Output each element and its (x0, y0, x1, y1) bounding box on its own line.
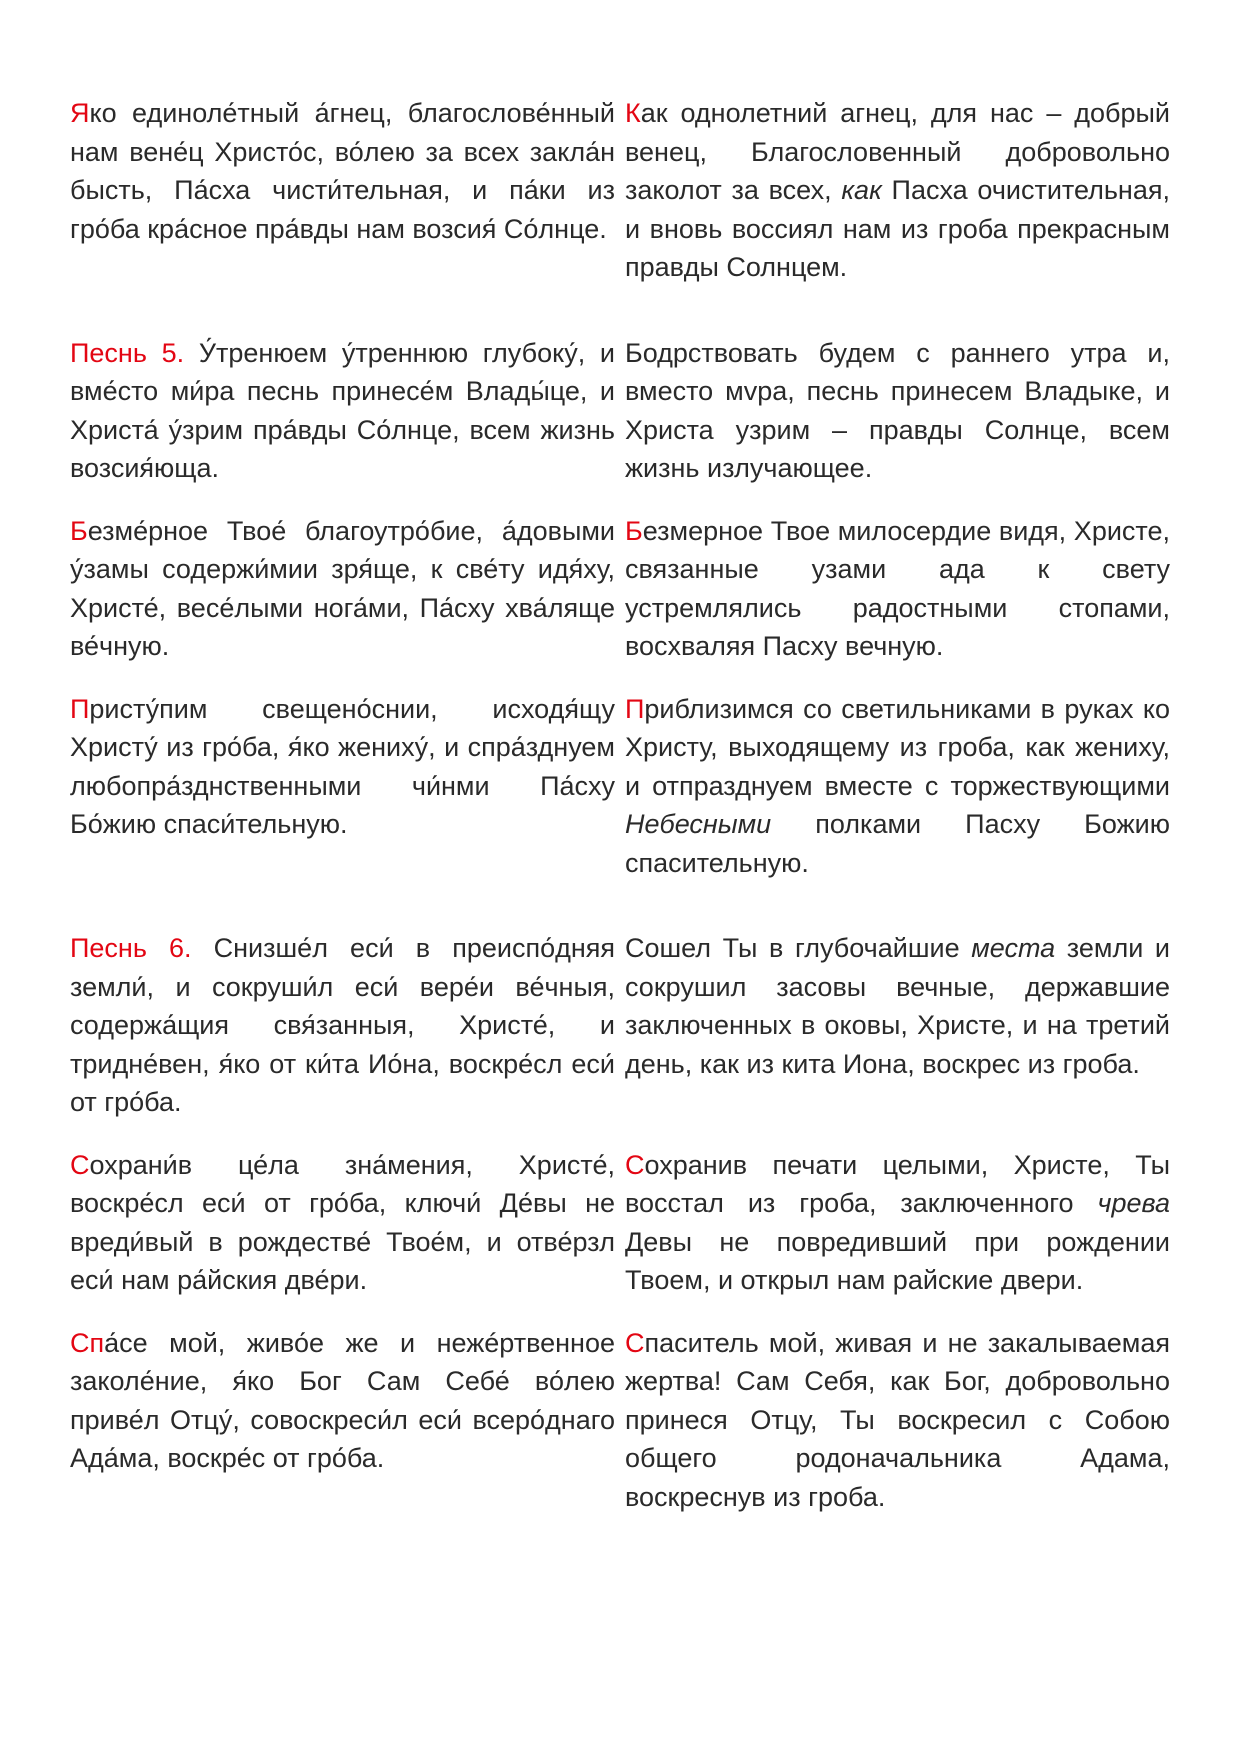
initial-letter: Б (625, 515, 643, 546)
italic-word: как (841, 175, 882, 205)
church-slavonic-paragraph (70, 94, 615, 287)
paragraph-text: езме́рное Твое́ благоутро́бие, а́довыми у́замы содержи́мии зря́ще, к све́ту идя́ху, Христе́, весе́лыми нога́ми, Па́сху хва́ляще ве́чную. (70, 515, 615, 661)
verse-row (70, 512, 1170, 666)
paragraph-text-after: полками Пасху Божию спасительную. (625, 809, 1170, 878)
church-slavonic-paragraph (70, 690, 615, 883)
verse-row (70, 334, 1170, 488)
initial-letter: С (625, 1327, 645, 1358)
paragraph-text: охрани́в це́ла зна́мения, Христе́, воскре́сл еси́ от гро́ба, ключи́ Де́вы не вреди́вый в рождестве́ Твое́м, и отве́рзл еси́ нам ра́йския две́ри. (70, 1149, 615, 1295)
verse-row (70, 94, 1170, 287)
russian-paragraph (625, 1146, 1170, 1300)
initial-letter: Я (70, 98, 90, 128)
italic-word: чрева (1097, 1188, 1170, 1218)
russian-paragraph (625, 929, 1170, 1122)
initial-letter: К (625, 98, 641, 128)
paragraph-text: паситель мой, живая и не закалываемая жертва! Сам Себя, как Бог, добровольно принеся Отцу, Ты воскресил с Собою общего родоначальника Адама, воскреснув из гроба. (625, 1327, 1170, 1512)
church-slavonic-paragraph (70, 929, 615, 1122)
paragraph-text: Сошел Ты в глубочайшие (625, 933, 972, 963)
russian-paragraph (625, 512, 1170, 666)
verse-row (70, 690, 1170, 883)
paragraph-text: ко единоле́тный а́гнец, благослове́нный нам вене́ц Христо́с, во́лею за всех закла́н бысть, Па́сха чисти́тельная, и па́ки из гро́ба кра́сное пра́вды нам возсия́ Со́лнце. (70, 98, 615, 244)
two-column-text (70, 94, 1170, 1516)
paragraph-text: а́се мой, живо́е же и нежéртвенное заколе́ние, я́ко Бог Сам Себе́ во́лею приве́л Отцу́, совоскреси́л еси́ всеро́днаго Ада́ма, воскре́с от гро́ба. (70, 1327, 615, 1473)
paragraph-text: Снизше́л еси́ в преиспо́дняя земли́, и сокруши́л еси́ вере́и ве́чныя, содержа́щия свя́занныя, Христе́, и тридне́вен, я́ко от ки́та Ио́на, воскре́сл еси́ от гро́ба. (70, 933, 615, 1117)
church-slavonic-paragraph (70, 334, 615, 488)
verse-row (70, 1324, 1170, 1517)
church-slavonic-paragraph (70, 512, 615, 666)
initial-letter: П (70, 693, 90, 724)
initial-letter: П (625, 693, 645, 724)
initial-letter: С (70, 1149, 90, 1180)
russian-paragraph (625, 690, 1170, 883)
italic-word: Небесными (625, 809, 772, 839)
paragraph-text: У́тренюем у́треннюю глубоку́, и вме́сто ми́ра песнь принесе́м Влады́це, и Христа́ у́зрим пра́вды Со́лнце, всем жизнь возсия́юща. (70, 337, 615, 483)
verse-row (70, 1146, 1170, 1300)
paragraph-text: езмерное Твое милосердие видя, Христе, связанные узами ада к свету устремлялись радостными стопами, восхваляя Пасху вечную. (625, 515, 1170, 661)
paragraph-text: ристу́пим свещено́снии, исходя́щу Христу́ из гро́ба, я́ко жениху́, и спра́зднуем любопра́зднственными чи́нми Па́сху Бо́жию спаси́тельную. (70, 693, 615, 839)
church-slavonic-paragraph (70, 1324, 615, 1517)
ode-label: Песнь 5. (70, 337, 185, 368)
initial-letter: Сп (70, 1327, 105, 1358)
paragraph-text: ак однолетний агнец, для нас – добрый венец, Благословенный добровольно заколот за всех, (625, 98, 1170, 205)
paragraph-text-after: Пасха очистительная, и вновь воссиял нам из гроба прекрасным правды Солнцем. (625, 175, 1170, 282)
paragraph-text: Бодрствовать будем с раннего утра и, вместо мvра, песнь принесем Владыке, и Христа узрим – правды Солнце, всем жизнь излучающее. (625, 337, 1170, 483)
russian-paragraph (625, 94, 1170, 287)
paragraph-text: охранив печати целыми, Христе, Ты восстал из гроба, заключенного (625, 1149, 1170, 1218)
initial-letter: С (625, 1149, 645, 1180)
church-slavonic-paragraph (70, 1146, 615, 1300)
italic-word: места (971, 933, 1056, 963)
ode-label: Песнь 6. (70, 933, 192, 963)
verse-row (70, 929, 1170, 1122)
paragraph-text-after: земли и сокрушил засовы вечные, державшие заключенных в оковы, Христе, и на третий день, как из кита Иона, воскрес из гроба. (625, 933, 1170, 1079)
russian-paragraph (625, 1324, 1170, 1517)
initial-letter: Б (70, 515, 88, 546)
russian-paragraph (625, 334, 1170, 488)
paragraph-text-after: Девы не повредивший при рождении Твоем, и открыл нам райские двери. (625, 1226, 1170, 1295)
paragraph-text: риблизимся со светильниками в руках ко Христу, выходящему из гроба, как жениху, и отпразднуем вместе с торжествующими (625, 693, 1170, 801)
